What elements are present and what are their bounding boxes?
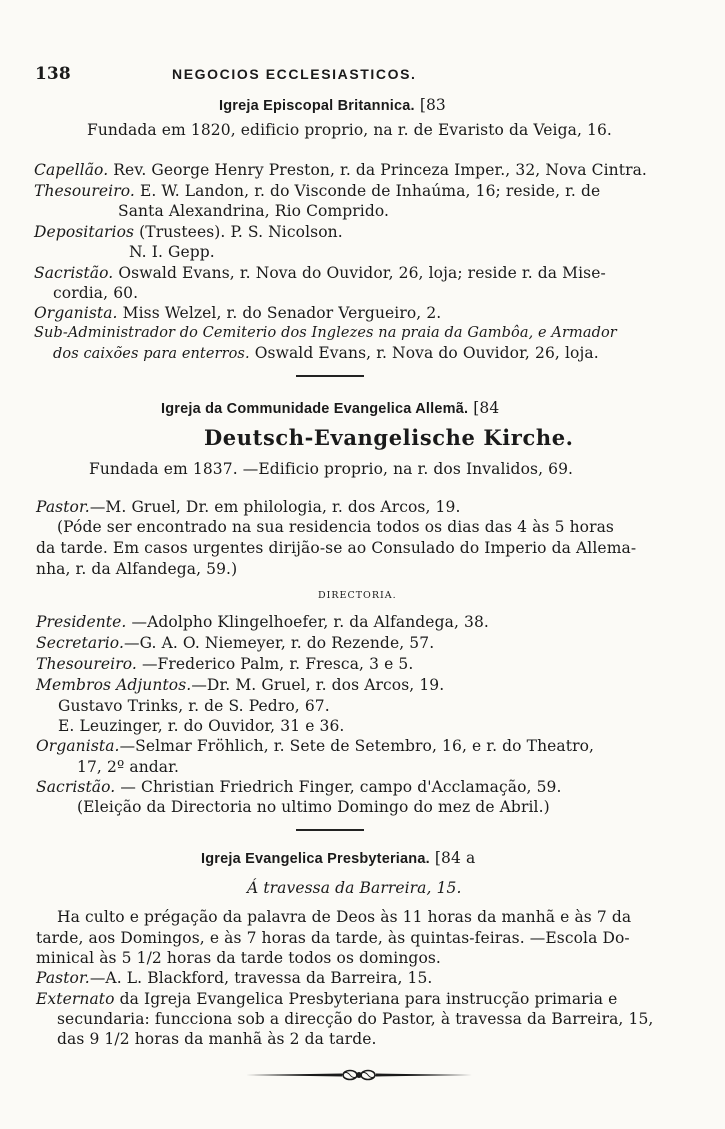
section-84a-heading [201, 848, 475, 869]
entry-continuation: secundaria: funcciona sob a direcção do Pastor, à travessa da Barreira, 15, [57, 1010, 654, 1028]
entry-sacristao [34, 263, 606, 283]
founded-line: Fundada em 1820, edificio proprio, na r. de Evaristo da Veiga, 16. [87, 121, 612, 139]
role-label: Pastor. [36, 498, 90, 516]
founded-line: Fundada em 1837. —Edificio proprio, na r. dos Invalidos, 69. [89, 460, 574, 478]
entry-text: Miss Welzel, r. do Senador Vergueiro, 2. [122, 304, 442, 322]
entry-text: —Adolpho Klingelhoefer, r. da Alfandega, 38. [131, 613, 489, 631]
role-label: Membros Adjuntos. [36, 676, 192, 694]
entry-text: —M. Gruel, Dr. em philologia, r. dos Arcos, 19. [89, 498, 461, 516]
entry-membros-adjuntos [36, 675, 444, 695]
entry-text: —Selmar Fröhlich, r. Sete de Setembro, 16, e r. do Theatro, [119, 737, 595, 755]
entry-text: Rev. George Henry Preston, r. da Princeza Imper., 32, Nova Cintra. [113, 161, 647, 179]
directoria-heading: DIRECTORIA. [318, 590, 397, 601]
entry-text: —Dr. M. Gruel, r. dos Arcos, 19. [191, 676, 445, 694]
role-label: Pastor. [36, 969, 90, 987]
entry-text: da Igreja Evangelica Presbyteriana para instrucção primaria e [119, 990, 618, 1008]
entry-capellao [34, 160, 647, 180]
gothic-title: Deutsch-Evangelische Kirche. [204, 425, 574, 450]
note-line: nha, r. da Alfandega, 59.) [36, 560, 238, 578]
entry-text: —A. L. Blackford, travessa da Barreira, 15. [89, 969, 433, 987]
note-line: (Eleição da Directoria no ultimo Domingo do mez de Abril.) [77, 798, 550, 816]
section-ref: [83 [419, 96, 446, 114]
entry-text: E. W. Landon, r. do Visconde de Inhaúma, 16; reside, r. de [139, 182, 601, 200]
entry-secretario [36, 633, 434, 653]
role-label: Organista. [36, 737, 120, 755]
role-label: Depositarios [34, 223, 135, 241]
entry-text: —Frederico Palm, r. Fresca, 3 e 5. [141, 655, 414, 673]
role-label: Presidente. [36, 613, 127, 631]
entry-thesoureiro [36, 654, 413, 674]
entry-continuation [53, 343, 599, 364]
role-label: Secretario. [36, 634, 124, 652]
address-line: Á travessa da Barreira, 15. [247, 879, 462, 897]
section-title: Igreja Episcopal Britannica. [219, 98, 415, 114]
role-label: Externato [36, 990, 115, 1008]
role-label: Thesoureiro. [34, 182, 135, 200]
entry-sacristao [36, 777, 562, 797]
paragraph-line: minical às 5 1/2 horas da tarde todos os domingos. [36, 949, 441, 967]
paragraph-line: tarde, aos Domingos, e às 7 horas da tarde, às quintas-feiras. —Escola Do- [36, 929, 630, 947]
entry-text: Oswald Evans, r. Nova do Ouvidor, 26, loja; reside r. da Mise- [118, 264, 606, 282]
role-label: Sacristão. [36, 778, 116, 796]
entry-text: — Christian Friedrich Finger, campo d'Acclamação, 59. [120, 778, 562, 796]
role-label: Organista. [34, 304, 118, 322]
entry-continuation: E. Leuzinger, r. do Ouvidor, 31 e 36. [58, 717, 345, 735]
entry-text: Oswald Evans, r. Nova do Ouvidor, 26, loja. [254, 344, 599, 362]
entry-pastor [36, 968, 432, 988]
entry-externato [36, 989, 617, 1009]
entry-sub-administrador: Sub-Administrador do Cemiterio dos Inglezes na praia da Gambôa, e Armador [34, 325, 617, 341]
role-label: Thesoureiro. [36, 655, 137, 673]
entry-continuation: das 9 1/2 horas da manhã às 2 da tarde. [57, 1030, 377, 1048]
entry-continuation: cordia, 60. [53, 284, 139, 302]
section-divider [296, 375, 364, 377]
section-ref: [84 [473, 399, 500, 417]
section-divider [296, 829, 364, 831]
role-label: dos caixões para enterros. [53, 346, 250, 362]
note-line: (Póde ser encontrado na sua residencia todos os dias das 4 às 5 horas [57, 518, 614, 536]
entry-continuation: N. I. Gepp. [129, 243, 215, 261]
entry-text: —G. A. O. Niemeyer, r. do Rezende, 57. [123, 634, 435, 652]
page-number: 138 [35, 64, 71, 84]
section-title: Igreja Evangelica Presbyteriana. [201, 851, 430, 867]
note-line: da tarde. Em casos urgentes dirijão-se ao Consulado do Imperio da Allema- [36, 539, 637, 557]
role-label: Sacristão. [34, 264, 114, 282]
entry-depositarios [34, 222, 343, 242]
entry-thesoureiro [34, 181, 600, 201]
entry-continuation: 17, 2º andar. [77, 758, 179, 776]
section-83-heading [219, 95, 446, 116]
ornament-icon [246, 1067, 472, 1083]
entry-pastor [36, 497, 460, 517]
entry-presidente [36, 612, 489, 632]
entry-continuation: Santa Alexandrina, Rio Comprido. [118, 202, 390, 220]
paragraph-line: Ha culto e prégação da palavra de Deos às 11 horas da manhã e às 7 da [57, 908, 632, 926]
entry-organista [34, 303, 441, 323]
running-head: NEGOCIOS ECCLESIASTICOS. [172, 66, 417, 82]
role-label: Capellão. [34, 161, 109, 179]
section-84-heading [161, 398, 499, 419]
entry-organista [36, 736, 594, 756]
section-ref: [84 a [434, 849, 476, 867]
section-title: Igreja da Communidade Evangelica Allemã. [161, 401, 469, 417]
entry-continuation: Gustavo Trinks, r. de S. Pedro, 67. [58, 697, 330, 715]
entry-text: (Trustees). P. S. Nicolson. [139, 223, 343, 241]
